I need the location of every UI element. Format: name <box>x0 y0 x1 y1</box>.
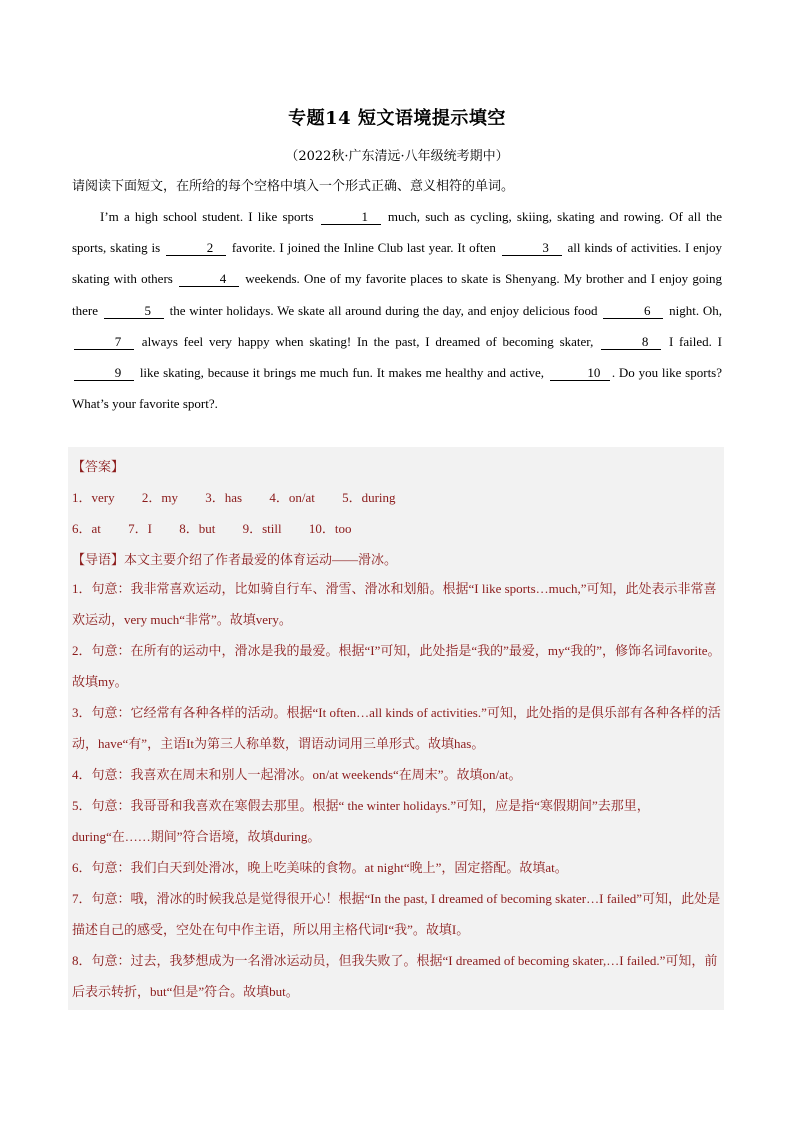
blank-2: 2 <box>166 240 226 256</box>
blank-9: 9 <box>74 365 134 381</box>
answer-item: 8．but <box>179 521 216 536</box>
answer-item: 9．still <box>242 521 282 536</box>
passage-text: like skating, because it brings me much fun. It makes me healthy and active, <box>139 365 545 381</box>
answer-item: 7．I <box>128 521 152 536</box>
passage-text: I failed. I <box>668 333 723 349</box>
passage-text: always feel very happy when skating! In the past, I dreamed of becoming skater, <box>141 333 594 349</box>
explanation-item: 5．句意：我哥哥和我喜欢在寒假去那里。根据“ the winter holidays.”可知，应是指“寒假期间”去那里，during“在……期间”符合语境，故填during。 <box>72 798 650 844</box>
answer-item: 2．my <box>141 490 178 505</box>
blank-7: 7 <box>74 334 134 350</box>
instruction-text: 请阅读下面短文，在所给的每个空格中填入一个形式正确、意义相符的单词。 <box>72 179 515 194</box>
passage-text: all kinds of activities. I enjoy skating with others <box>72 240 723 287</box>
explanation-item: 8．句意：过去，我梦想成为一名滑冰运动员，但我失败了。根据“I dreamed of becoming skater,…I failed.”可知，前后表示转折，but“但是”符合。故填but。 <box>72 953 718 999</box>
answer-item: 6．at <box>72 521 101 536</box>
explanation-item: 1．句意：我非常喜欢运动，比如骑自行车、滑雪、滑冰和划船。根据“I like sports…much,”可知，此处表示非常喜欢运动，very much“非常”。故填very。 <box>72 581 717 627</box>
blank-10: 10 <box>550 365 610 381</box>
answer-item: 10．too <box>308 521 352 536</box>
page-title: 专题14 短文语境提示填空 <box>288 108 506 129</box>
explanation-item: 2．句意：在所有的运动中，滑冰是我的最爱。根据“I”可知，此处指是“我的”最爱，my“我的”，修饰名词favorite。故填my。 <box>72 643 721 689</box>
answer-item: 4．on/at <box>269 490 315 505</box>
answers-row-2 <box>72 518 376 537</box>
answers-row-1 <box>72 487 420 506</box>
guide-text: 【导语】本文主要介绍了作者最爱的体育运动——滑冰。 <box>72 552 398 567</box>
explanations <box>72 573 722 1007</box>
blank-1: 1 <box>321 209 381 225</box>
answer-item: 1．very <box>72 490 115 505</box>
source-subtitle: （2022秋·广东清远·八年级统考期中） <box>285 149 509 164</box>
answer-item: 5．during <box>342 490 396 505</box>
explanation-item: 6．句意：我们白天到处滑冰，晚上吃美味的食物。at night“晚上”，固定搭配。故填at。 <box>72 860 568 875</box>
passage-text: favorite. I joined the Inline Club last year. It often <box>231 240 496 256</box>
passage-text: the winter holidays. We skate all around during the day, and enjoy delicious food <box>169 302 598 318</box>
explanation-item: 3．句意：它经常有各种各样的活动。根据“It often…all kinds of activities.”可知，此处指的是俱乐部有各种各样的活动，have“有”，主语It为第三人称单数，谓语动词用三单形式。故填has。 <box>72 705 721 751</box>
explanation-item: 4．句意：我喜欢在周末和别人一起滑冰。on/at weekends“在周末”。故填on/at。 <box>72 767 522 782</box>
passage <box>72 201 722 419</box>
answer-header: 【答案】 <box>72 459 125 474</box>
blank-8: 8 <box>601 334 661 350</box>
passage-text: weekends. One of my favorite places to skate is Shenyang. My brother and I enjoy going there <box>72 271 722 318</box>
explanation-item: 7．句意：哦，滑冰的时候我总是觉得很开心！根据“In the past, I dreamed of becoming skater…I failed”可知，此处是描述自己的感受，空处在句中作主语，所以用主格代词I“我”。故填I。 <box>72 891 721 937</box>
passage-text: I’m a high school student. I like sports <box>100 209 314 224</box>
passage-text: . Do you like sports? What’s your favorite sport?. <box>72 365 723 412</box>
blank-6: 6 <box>603 303 663 319</box>
passage-text: night. Oh, <box>669 302 723 318</box>
passage-text: much, such as cycling, skiing, skating and rowing. Of all the sports, skating is <box>72 209 723 256</box>
blank-4: 4 <box>179 271 239 287</box>
answer-item: 3．has <box>205 490 243 505</box>
blank-5: 5 <box>104 303 164 319</box>
blank-3: 3 <box>502 240 562 256</box>
